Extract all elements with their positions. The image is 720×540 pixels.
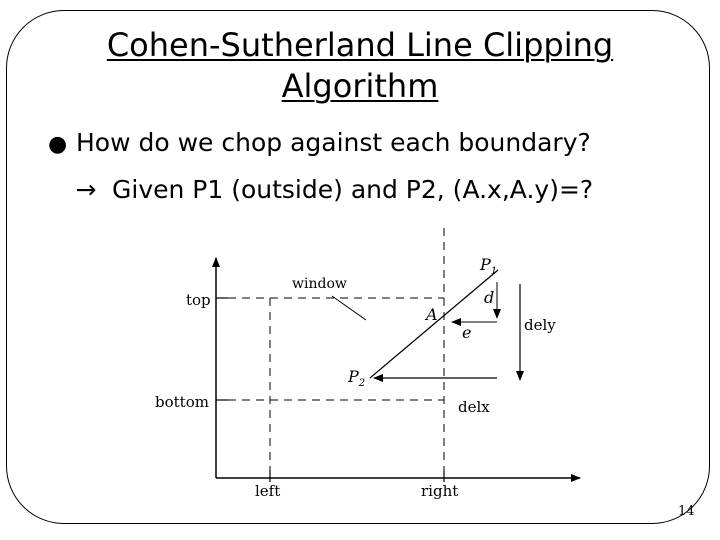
title-line-2: Algorithm bbox=[281, 67, 439, 105]
line-segment-p1-p2 bbox=[370, 270, 498, 378]
p1-label: $P_1$ bbox=[480, 255, 498, 277]
bullet-marker: ● bbox=[48, 132, 68, 157]
a-label: A bbox=[426, 305, 438, 324]
title-line-1: Cohen-Sutherland Line Clipping bbox=[106, 26, 614, 64]
top-label: top bbox=[186, 291, 211, 309]
sub-bullet-text: Given P1 (outside) and P2, (A.x,A.y)=? bbox=[112, 175, 594, 204]
left-label: left bbox=[255, 482, 281, 500]
arrow-right-icon: → bbox=[75, 175, 97, 204]
e-label: e bbox=[462, 323, 472, 342]
right-label: right bbox=[421, 482, 459, 500]
d-label: d bbox=[484, 288, 495, 307]
window-pointer bbox=[332, 296, 366, 320]
p2-label: $P_2$ bbox=[348, 367, 366, 389]
window-label: window bbox=[292, 276, 347, 292]
delx-label: delx bbox=[458, 398, 490, 416]
bullet-text: How do we chop against each boundary? bbox=[76, 128, 591, 157]
page-number: 14 bbox=[678, 504, 695, 519]
dely-label: dely bbox=[524, 316, 556, 334]
bottom-label: bottom bbox=[155, 393, 209, 411]
